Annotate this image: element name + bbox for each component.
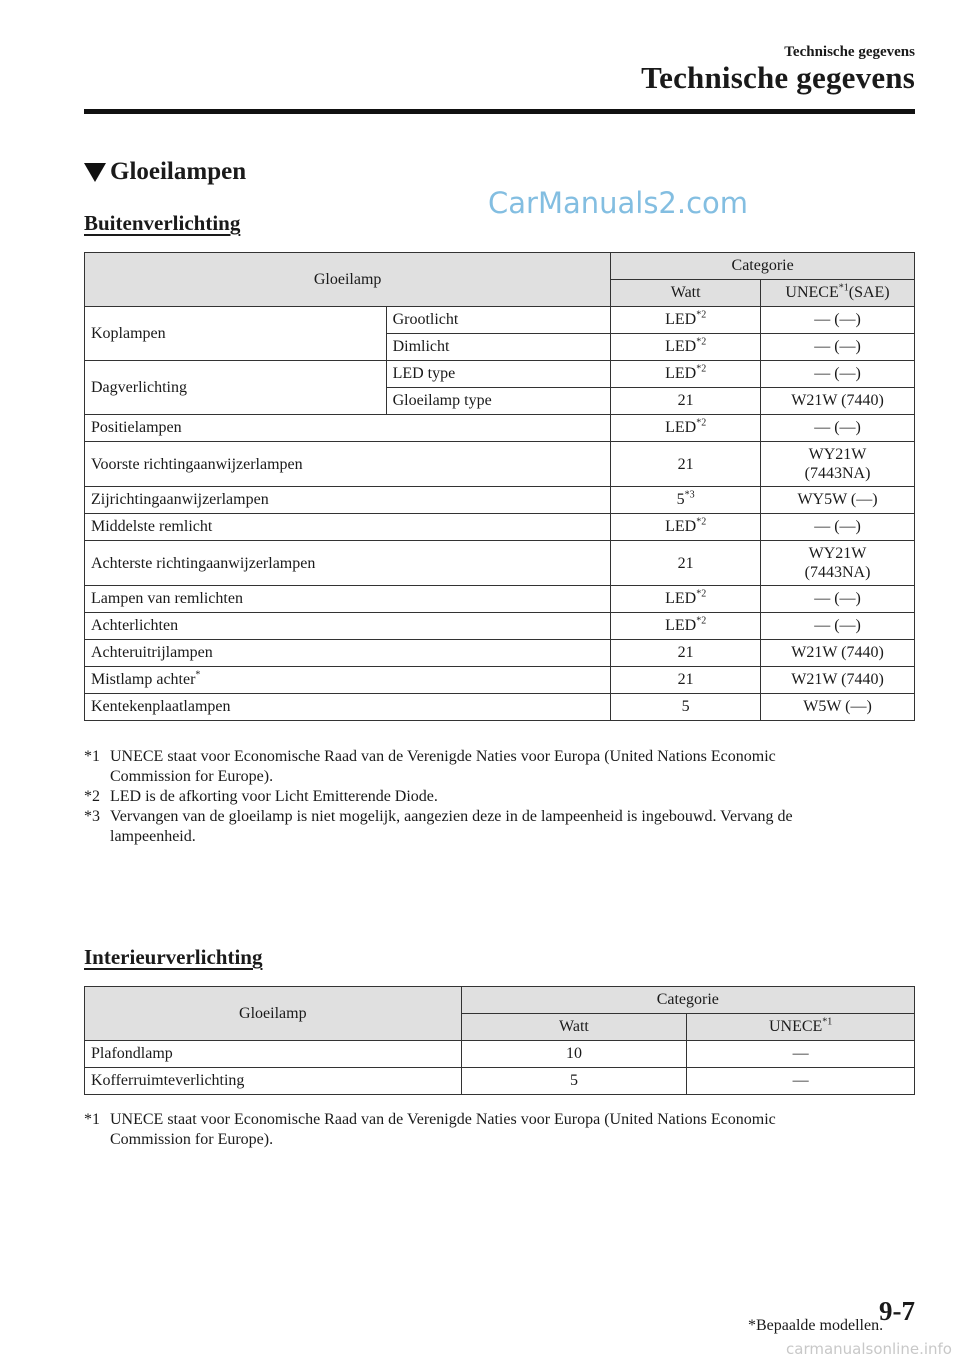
table-row xyxy=(85,586,915,613)
footnote: *2 LED is de afkorting voor Licht Emitterende Diode. xyxy=(84,788,438,805)
interior-table xyxy=(84,986,915,1095)
table-row xyxy=(85,541,915,586)
section-title-text: Gloeilampen xyxy=(110,158,247,185)
row-subname: Grootlicht xyxy=(386,307,611,334)
triangle-down-icon xyxy=(84,163,106,182)
row-name: Zijrichtingaanwijzerlampen xyxy=(85,487,611,514)
table-row xyxy=(85,667,915,694)
row-category: — (—) xyxy=(761,613,915,640)
row-name: Koplampen xyxy=(85,307,387,361)
footnote: *3 Vervangen van de gloeilamp is niet mogelijk, aangezien deze in de lampeenheid is ingebouwd. Vervang de lampeenheid. xyxy=(84,808,793,845)
row-watt: 21 xyxy=(611,640,761,667)
interior-title: Interieurverlichting xyxy=(84,945,263,969)
row-category: W5W (—) xyxy=(761,694,915,721)
row-subname: LED type xyxy=(386,361,611,388)
footer-watermark: carmanualsonline.info xyxy=(786,1340,952,1358)
table-row xyxy=(85,694,915,721)
row-category: W21W (7440) xyxy=(761,640,915,667)
row-category: WY5W (—) xyxy=(761,487,915,514)
row-name: Achteruitrijlampen xyxy=(85,640,611,667)
table-row xyxy=(85,487,915,514)
row-watt: LED$^{*2}$ xyxy=(611,361,761,388)
col-header-category: Categorie xyxy=(461,987,914,1014)
row-watt: 21 xyxy=(611,388,761,415)
row-category: — xyxy=(687,1068,915,1095)
row-watt: 21 xyxy=(611,541,761,586)
row-name: Voorste richtingaanwijzerlampen xyxy=(85,442,611,487)
row-name: Achterste richtingaanwijzerlampen xyxy=(85,541,611,586)
table-row xyxy=(85,442,915,487)
row-subname: Dimlicht xyxy=(386,334,611,361)
header-rule xyxy=(84,109,915,114)
col-header-bulb: Gloeilamp xyxy=(85,987,462,1041)
row-watt: 5$^{*3}$ xyxy=(611,487,761,514)
row-name: Kentekenplaatlampen xyxy=(85,694,611,721)
table-row xyxy=(85,361,915,388)
row-watt: LED$^{*2}$ xyxy=(611,514,761,541)
section-title xyxy=(84,158,246,186)
header-small: Technische gegevens xyxy=(784,44,915,60)
row-name: Mistlamp achter* xyxy=(85,667,611,694)
watermark: CarManuals2.com xyxy=(488,186,749,220)
row-watt: 21 xyxy=(611,667,761,694)
row-category: WY21W (7443NA) xyxy=(761,541,915,586)
row-name: Lampen van remlichten xyxy=(85,586,611,613)
row-category: — (—) xyxy=(761,307,915,334)
row-watt: 10 xyxy=(461,1041,687,1068)
col-header-category: Categorie xyxy=(611,253,915,280)
interior-notes xyxy=(84,1110,904,1150)
row-name: Positielampen xyxy=(85,415,611,442)
row-category: — (—) xyxy=(761,334,915,361)
row-category: — (—) xyxy=(761,415,915,442)
row-category: — xyxy=(687,1041,915,1068)
row-watt: LED$^{*2}$ xyxy=(611,334,761,361)
row-watt: LED$^{*2}$ xyxy=(611,415,761,442)
row-category: W21W (7440) xyxy=(761,667,915,694)
exterior-title: Buitenverlichting xyxy=(84,211,241,235)
row-name: Middelste remlicht xyxy=(85,514,611,541)
footer-note: *Bepaalde modellen. xyxy=(748,1317,884,1334)
page-number: 9-7 xyxy=(879,1296,915,1326)
row-subname: Gloeilamp type xyxy=(386,388,611,415)
row-watt: 21 xyxy=(611,442,761,487)
row-category: WY21W (7443NA) xyxy=(761,442,915,487)
header-title: Technische gegevens xyxy=(641,60,915,95)
table-row xyxy=(85,307,915,334)
col-header-watt: Watt xyxy=(611,280,761,307)
table-row xyxy=(85,415,915,442)
footnote: *1 UNECE staat voor Economische Raad van de Verenigde Naties voor Europa (United Nations Economic Commission for Europe). xyxy=(84,1111,776,1148)
row-category: W21W (7440) xyxy=(761,388,915,415)
col-header-unece: UNECE$^{*1}$(SAE) xyxy=(761,280,915,307)
row-category: — (—) xyxy=(761,586,915,613)
row-watt: 5 xyxy=(611,694,761,721)
row-name: Plafondlamp xyxy=(85,1041,462,1068)
col-header-bulb: Gloeilamp xyxy=(85,253,611,307)
row-name: Dagverlichting xyxy=(85,361,387,415)
table-row xyxy=(85,640,915,667)
exterior-table xyxy=(84,252,915,721)
footnote: *1 UNECE staat voor Economische Raad van de Verenigde Naties voor Europa (United Nations Economic Commission for Europe). xyxy=(84,748,776,785)
table-row xyxy=(85,514,915,541)
row-watt: LED$^{*2}$ xyxy=(611,307,761,334)
row-name: Achterlichten xyxy=(85,613,611,640)
row-name: Kofferruimteverlichting xyxy=(85,1068,462,1095)
col-header-watt: Watt xyxy=(461,1014,687,1041)
row-watt: 5 xyxy=(461,1068,687,1095)
table-row xyxy=(85,613,915,640)
row-watt: LED$^{*2}$ xyxy=(611,613,761,640)
col-header-unece: UNECE$^{*1}$ xyxy=(687,1014,915,1041)
table-row xyxy=(85,1068,915,1095)
row-category: — (—) xyxy=(761,514,915,541)
row-watt: LED$^{*2}$ xyxy=(611,586,761,613)
exterior-notes xyxy=(84,747,904,847)
row-category: — (—) xyxy=(761,361,915,388)
table-row xyxy=(85,1041,915,1068)
